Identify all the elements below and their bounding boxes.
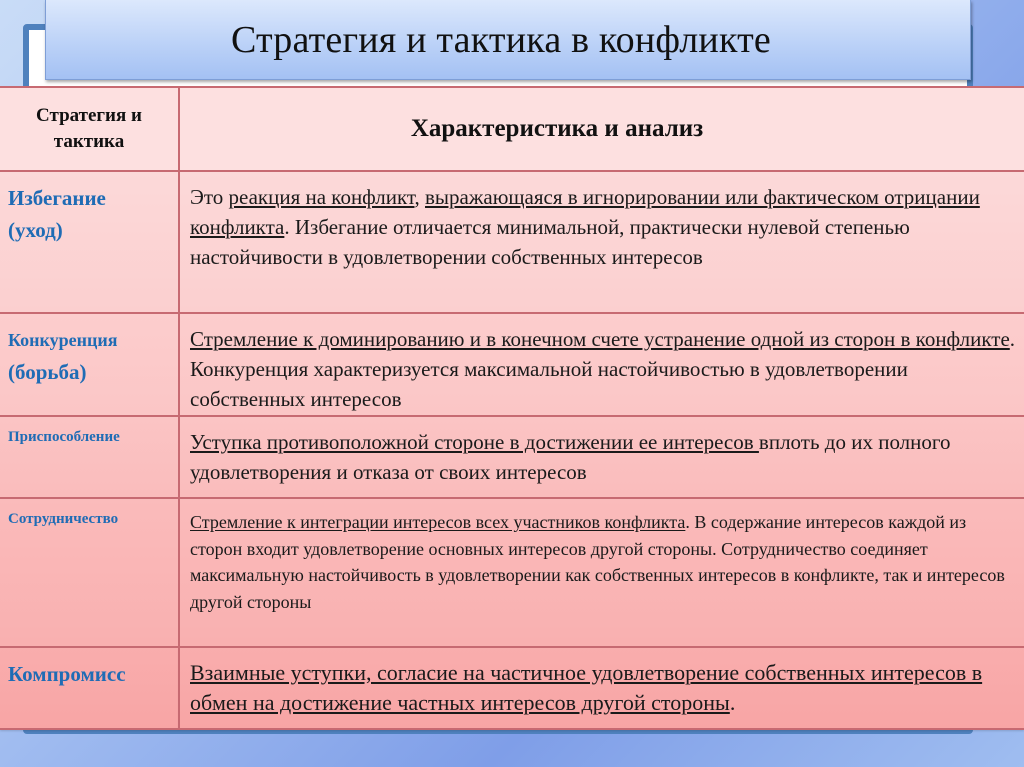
desc-underlined: Стремление к интеграции интересов всех участников конфликта [190,512,686,532]
term-cell [0,416,179,498]
desc-underlined: Уступка противоположной стороне в достижении ее интересов [190,430,759,454]
term-name: Сотрудничество [8,511,119,527]
strategy-table [0,86,1024,730]
table-row [0,647,1024,729]
desc-underlined: реакция на конфликт [228,185,415,209]
description-cell [179,498,1024,647]
desc-text: . [729,690,736,715]
term-cell [0,313,179,416]
description-cell [179,313,1024,416]
term-name: Конкуренция [8,330,118,350]
description-cell [179,416,1024,498]
term-subname: (борьба) [8,360,87,384]
term-cell [0,647,179,729]
description-cell [179,171,1024,313]
term-cell [0,171,179,313]
desc-text: , [414,185,426,209]
desc-underlined: выражающаяся в игнорировании или фактическом отрицании конфликта [190,185,980,239]
description-cell [179,647,1024,729]
slide-title: Стратегия и тактика в конфликте [230,18,772,61]
desc-text: Это [190,185,229,209]
table-header-row [0,87,1024,171]
desc-underlined: Взаимные уступки, согласие на частичное удовлетворение собственных интересов в обмен на достижение частных интересов другой стороны [190,660,983,715]
header-analysis: Характеристика и анализ [179,87,1024,171]
table-row [0,498,1024,647]
term-cell [0,498,179,647]
header-strategy: Стратегия и тактика [0,87,179,171]
table-row [0,171,1024,313]
table-row [0,416,1024,498]
term-name: Приспособление [8,429,120,445]
desc-text: . В содержание интересов каждой из сторон входит удовлетворение основных интересов другой стороны. Сотрудничество соединяет максимальную настойчивость в удовлетворении как собственных интересов в конфликте, так и интересов другой стороны [190,512,1005,612]
term-name: Компромисс [8,662,126,686]
title-bar [45,0,971,80]
table-row [0,313,1024,416]
term-name: Избегание [8,186,106,210]
desc-text: . Избегание отличается минимальной, практически нулевой степенью настойчивости в удовлетворении собственных интересов [190,215,910,269]
desc-text: вплоть до их полного удовлетворения и отказа от своих интересов [190,430,951,484]
desc-underlined: Стремление к доминированию и в конечном счете устранение одной из сторон в конфликте [190,327,1010,351]
term-subname: (уход) [8,218,63,242]
desc-text: . Конкуренция характеризуется максимальной настойчивостью в удовлетворении собственных интересов [190,327,1016,411]
